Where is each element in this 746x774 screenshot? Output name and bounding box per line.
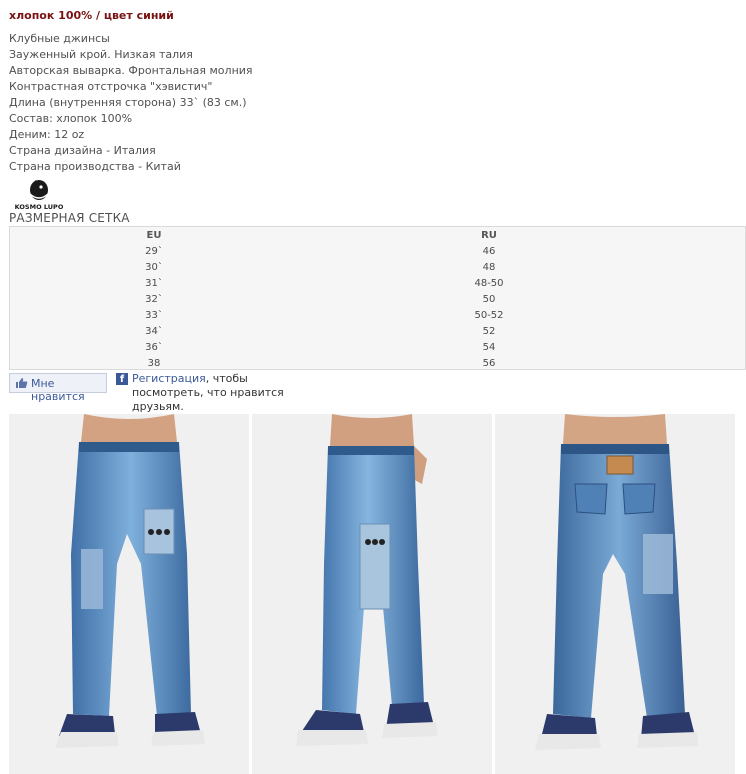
thumbs-up-icon	[15, 377, 28, 389]
description-line: Состав: хлопок 100%	[9, 112, 133, 125]
facebook-icon: f	[116, 373, 128, 385]
register-rest-text: посмотреть, что нравится друзьям.	[132, 386, 284, 413]
description-line: Страна дизайна - Италия	[9, 144, 156, 157]
product-photo-back[interactable]	[495, 414, 735, 774]
ru-size: 48-50	[474, 278, 504, 289]
description-line: Контрастная отстрочка "хэвистич"	[9, 80, 213, 93]
table-row	[10, 294, 745, 310]
eu-size: 38	[147, 358, 161, 369]
size-chart-header	[10, 230, 745, 246]
description-line: Деним: 12 oz	[9, 128, 85, 141]
description-line: Страна производства - Китай	[9, 160, 181, 173]
svg-text:KOSMO LUPO: KOSMO LUPO	[14, 203, 64, 211]
jeans-back-illustration	[495, 414, 735, 774]
description-line: Клубные джинсы	[9, 32, 110, 45]
table-row	[10, 358, 745, 370]
register-text: , чтобы	[205, 372, 248, 385]
table-row	[10, 342, 745, 358]
product-photo-side[interactable]	[252, 414, 492, 774]
brand-logo	[10, 178, 68, 212]
description-line: Авторская выварка. Фронтальная молния	[9, 64, 253, 77]
eu-size: 33`	[145, 310, 163, 321]
jeans-side-illustration	[252, 414, 492, 774]
eu-size: 36`	[145, 342, 163, 353]
size-chart-table	[9, 226, 746, 370]
table-row	[10, 246, 745, 262]
product-photo-front[interactable]	[9, 414, 249, 774]
eu-size: 30`	[145, 262, 163, 273]
register-link[interactable]: Регистрация	[132, 372, 206, 385]
ru-size: 54	[482, 342, 496, 353]
ru-size: 52	[482, 326, 496, 337]
table-row	[10, 262, 745, 278]
size-chart-heading: РАЗМЕРНАЯ СЕТКА	[9, 211, 130, 225]
eu-size: 32`	[145, 294, 163, 305]
eu-size: 31`	[145, 278, 163, 289]
description-line: Длина (внутренняя сторона) 33` (83 см.)	[9, 96, 247, 109]
eu-size: 29`	[145, 246, 163, 257]
ru-size: 48	[482, 262, 496, 273]
jeans-front-illustration	[9, 414, 249, 774]
product-title: хлопок 100% / цвет синий	[9, 9, 174, 22]
product-description	[9, 31, 253, 175]
table-row	[10, 326, 745, 342]
ru-size: 46	[482, 246, 496, 257]
ru-size: 50-52	[474, 310, 504, 321]
table-row	[10, 278, 745, 294]
facebook-like-button[interactable]	[9, 373, 107, 403]
table-row	[10, 310, 745, 326]
ru-size: 50	[482, 294, 496, 305]
ru-size: 56	[482, 358, 496, 369]
column-header-eu: EU	[146, 230, 162, 241]
description-line: Зауженный крой. Низкая талия	[9, 48, 193, 61]
eu-size: 34`	[145, 326, 163, 337]
facebook-register-note	[116, 372, 286, 414]
like-label: Мне нравится	[31, 377, 85, 403]
column-header-ru: RU	[481, 230, 497, 241]
